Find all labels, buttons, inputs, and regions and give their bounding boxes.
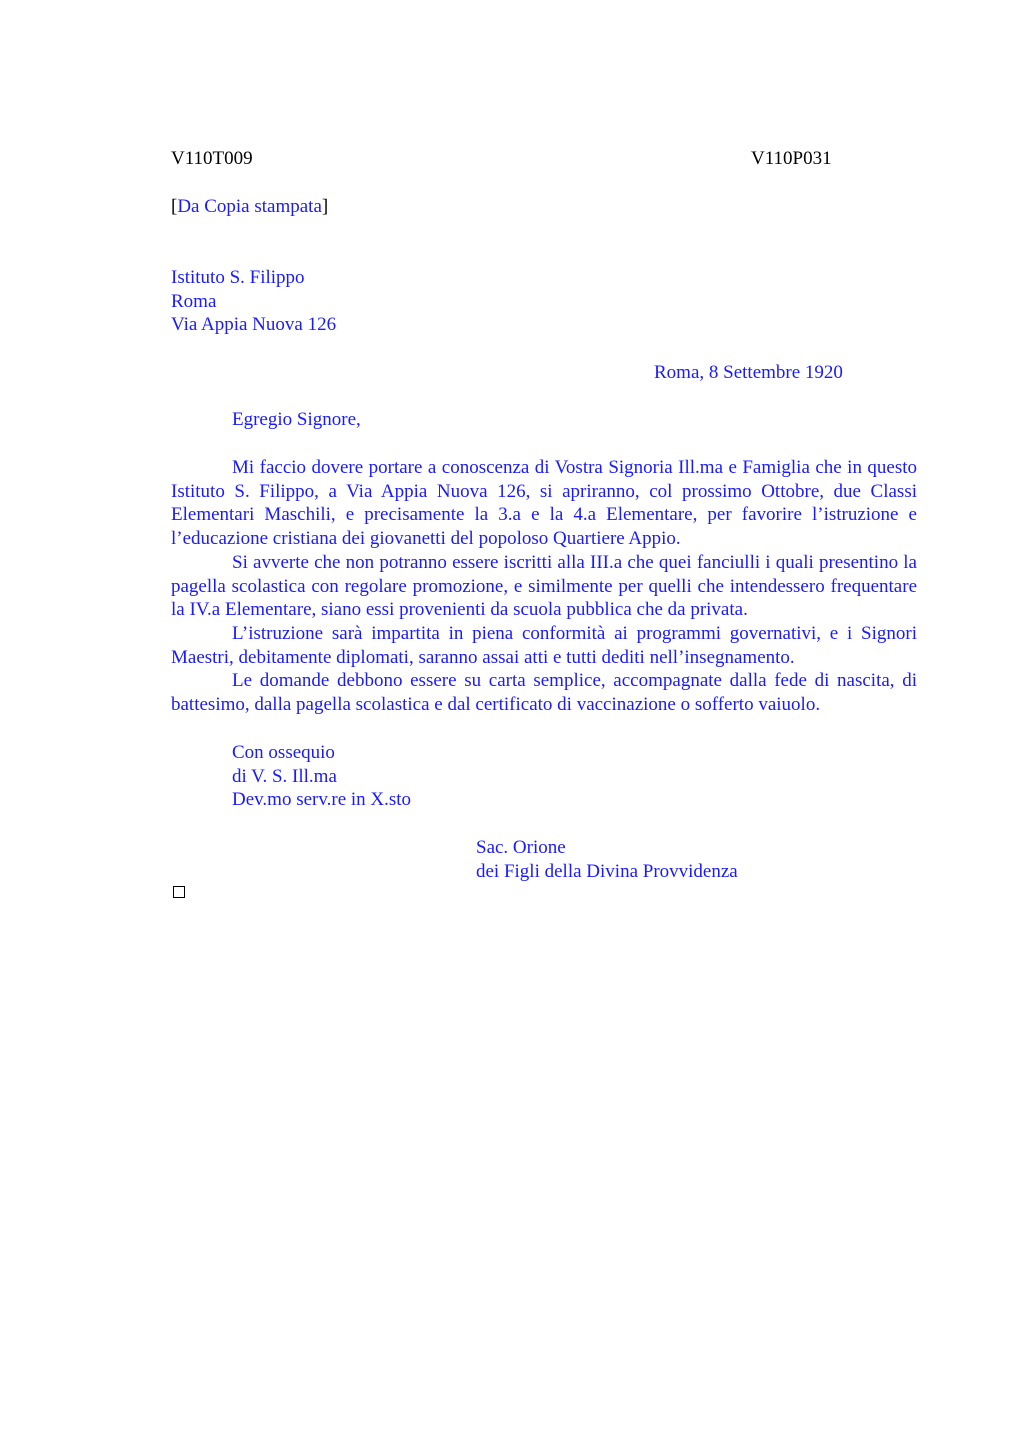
source-note-open-bracket: [ (171, 196, 178, 217)
document-code-left: V110T009 (171, 148, 253, 169)
body-paragraph: L’istruzione sarà impartita in piena conformità ai programmi governativi, e i Signori Maestri, debitamente diplomati, saranno assai atti e tutti dediti nell’insegnamento. (171, 622, 917, 668)
address-line: Via Appia Nuova 126 (171, 314, 337, 336)
signature-block (476, 836, 738, 883)
closing-line: Dev.mo serv.re in X.sto (232, 789, 412, 811)
closing-line: di V. S. Ill.ma (232, 765, 337, 787)
source-note-close-bracket: ] (321, 196, 329, 217)
address-block (171, 266, 336, 337)
address-line: Roma (171, 290, 217, 312)
source-note-text: Da Copia stampata (177, 196, 322, 217)
body-paragraph: Mi faccio dovere portare a conoscenza di Vostra Signoria Ill.ma e Famiglia che in questo Istituto S. Filippo, a Via Appia Nuova 126, si apriranno, col prossimo Ottobre, due Classi Elementari Maschili, e precisamente la 3.a e la 4.a Elementare, per favorire l’istruzione e l’educazione cristiana dei giovanetti del popoloso Quartiere Appio. (171, 457, 917, 550)
body-paragraph: Si avverte che non potranno essere iscritti alla III.a che quei fanciulli i quali presentino la pagella scolastica con regolare promozione, e similmente per quelli che intendessero frequentare la IV.a Elementare, siano essi provenienti da scuola pubblica che da privata. (171, 551, 917, 621)
salutation: Egregio Signore, (232, 409, 361, 430)
letter-body (171, 456, 917, 717)
body-paragraph: Le domande debbono essere su carta semplice, accompagnate dalla fede di nascita, di battesimo, dalla pagella scolastica e dal certificato di vaccinazione o sofferto vaiuolo. (171, 670, 917, 716)
closing-line: Con ossequio (232, 742, 335, 763)
date-line: Roma, 8 Settembre 1920 (654, 362, 843, 383)
end-marker-square-icon (173, 886, 185, 898)
source-note (171, 195, 328, 219)
document-code-right: V110P031 (751, 148, 832, 169)
signature-line: dei Figli della Divina Provvidenza (476, 860, 738, 882)
address-line: Istituto S. Filippo (171, 267, 305, 288)
signature-line: Sac. Orione (476, 837, 566, 858)
closing-block (232, 741, 411, 812)
